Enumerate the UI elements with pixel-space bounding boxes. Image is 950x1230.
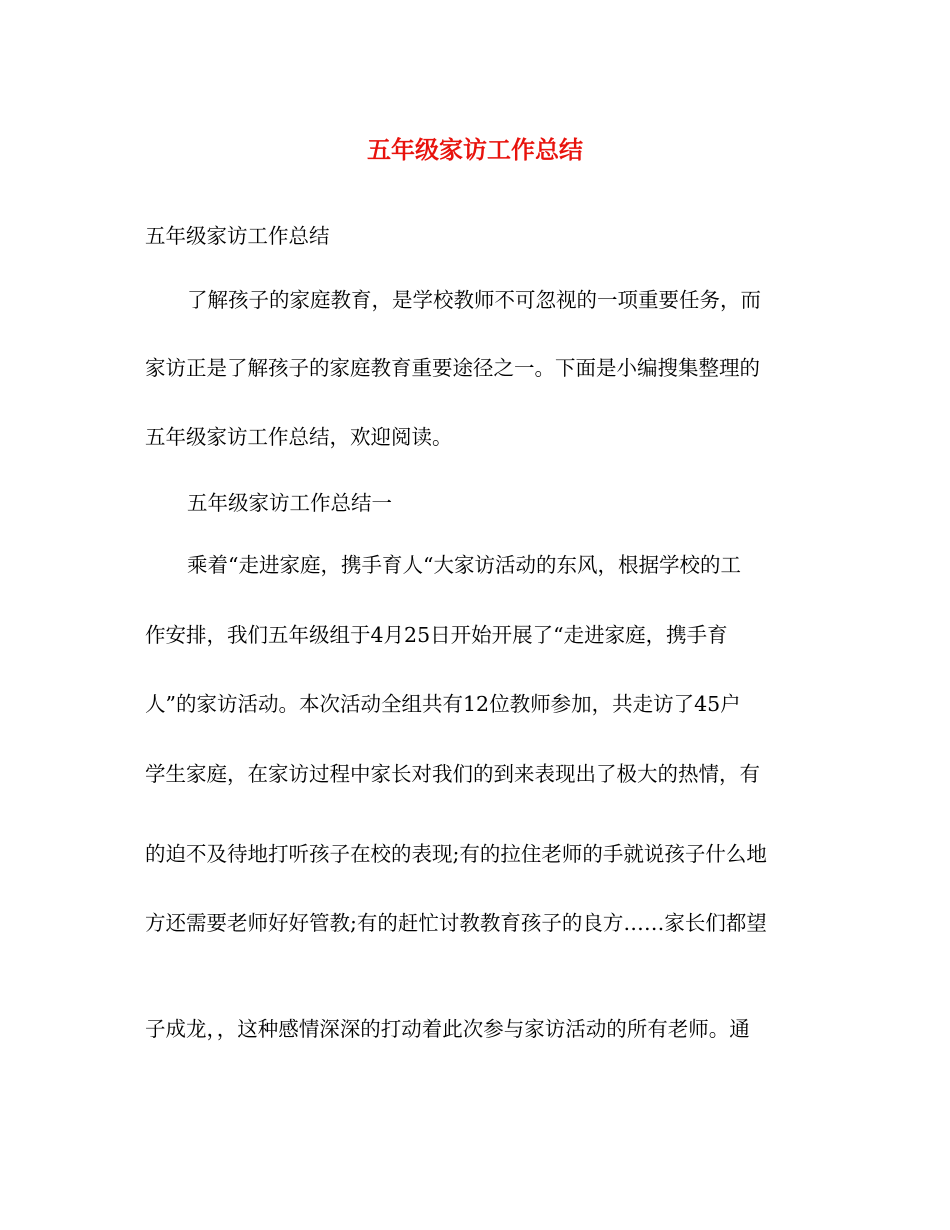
paragraph-line: 人”的家访活动。本次活动全组共有12位教师参加，共走访了45户	[145, 692, 741, 716]
section-heading: 五年级家访工作总结一	[187, 491, 392, 515]
subtitle-line: 五年级家访工作总结	[145, 224, 330, 248]
paragraph-line: 方还需要老师好好管教;有的赶忙讨教教育孩子的良方……家长们都望	[145, 911, 767, 935]
paragraph-line: 子成龙，，这种感情深深的打动着此次参与家访活动的所有老师。通	[145, 1017, 750, 1041]
document-title: 五年级家访工作总结	[367, 135, 583, 164]
paragraph-line: 家访正是了解孩子的家庭教育重要途径之一。下面是小编搜集整理的	[145, 356, 760, 380]
paragraph-line: 五年级家访工作总结，欢迎阅读。	[145, 425, 453, 449]
paragraph-line: 的迫不及待地打听孩子在校的表现;有的拉住老师的手就说孩子什么地	[145, 842, 767, 866]
paragraph-line: 作安排，我们五年级组于4月25日开始开展了“走进家庭，携手育	[145, 623, 728, 647]
paragraph-line: 学生家庭，在家访过程中家长对我们的到来表现出了极大的热情，有	[145, 762, 760, 786]
paragraph-line: 乘着“走进家庭，携手育人“大家访活动的东风，根据学校的工	[187, 553, 741, 577]
paragraph-line: 了解孩子的家庭教育，是学校教师不可忽视的一项重要任务，而	[187, 288, 761, 312]
